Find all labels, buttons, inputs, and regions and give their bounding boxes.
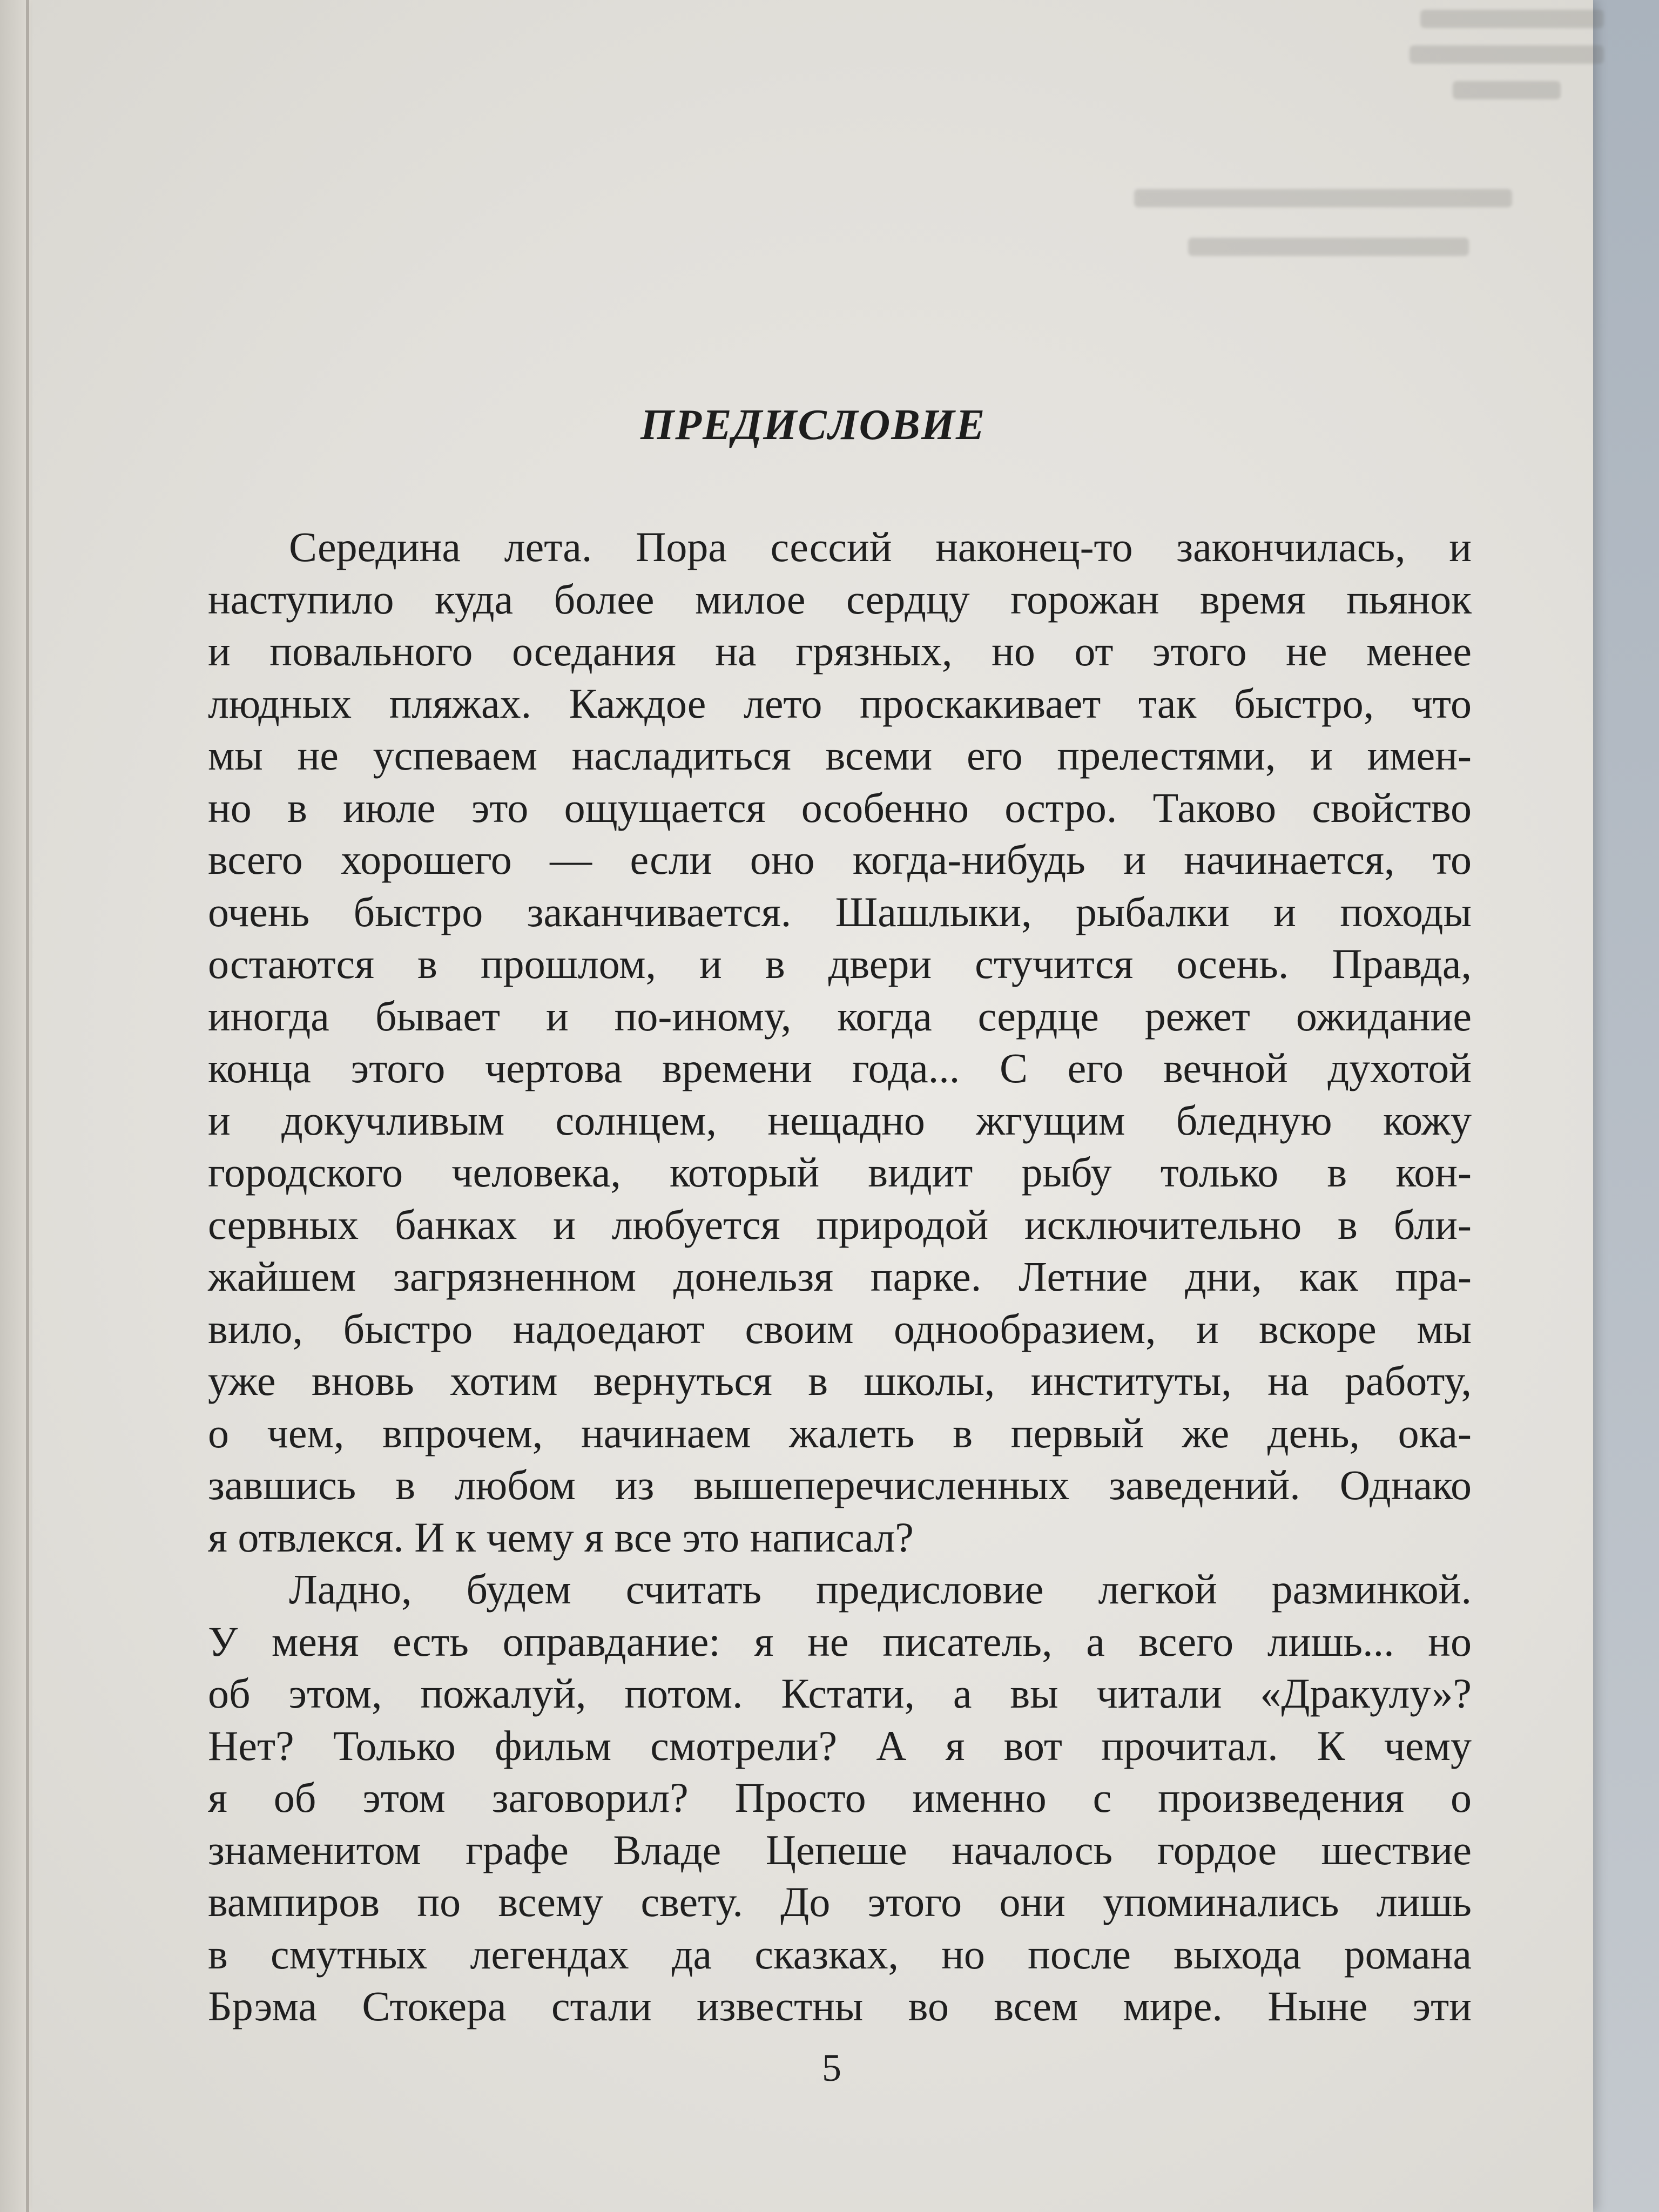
text-line: об этом, пожалуй, потом. Кстати, а вы читали «Дракулу»? [208,1670,1472,1717]
text-line: У меня есть оправдание: я не писатель, а всего лишь... но [208,1617,1472,1665]
text-line: в смутных легендах да сказках, но после выхода романа [208,1930,1472,1978]
text-line: жайшем загрязненном донельзя парке. Летние дни, как пра- [208,1253,1472,1300]
text-line: городского человека, который видит рыбу только в кон- [208,1149,1472,1196]
page-number: 5 [822,2046,841,2089]
page-title: ПРЕДИСЛОВИЕ [640,401,986,449]
text-line: и докучливым солнцем, нещадно жгущим бледную кожу [208,1096,1472,1144]
text-line: вампиров по всему свету. До этого они упоминались лишь [208,1878,1472,1925]
body-text [208,521,1472,2033]
text-line: Ладно, будем считать предисловие легкой разминкой. [289,1566,1472,1613]
text-line: Середина лета. Пора сессий наконец-то закончилась, и [289,523,1472,570]
book-page [32,0,1593,2212]
text-line: я об этом заговорил? Просто именно с произведения о [208,1774,1472,1821]
text-line: людных пляжах. Каждое лето проскакивает так быстро, что [208,679,1472,727]
text-line: всего хорошего — если оно когда-нибудь и начинается, то [208,836,1472,883]
text-line: о чем, впрочем, начинаем жалеть в первый же день, ока- [208,1409,1472,1456]
text-line: знаменитом графе Владе Цепеше началось гордое шествие [208,1826,1472,1873]
text-line: остаются в прошлом, и в двери стучится осень. Правда, [208,940,1472,987]
book-spine-shadow [26,0,29,2212]
text-line: уже вновь хотим вернуться в школы, институты, на работу, [208,1357,1472,1404]
text-line: иногда бывает и по-иному, когда сердце режет ожидание [208,992,1472,1040]
text-line: и повального оседания на грязных, но от этого не менее [208,628,1472,675]
text-line: мы не успеваем насладиться всеми его прелестями, и имен- [208,732,1472,779]
text-line: сервных банках и любуется природой исключительно в бли- [208,1201,1472,1248]
text-line: но в июле это ощущается особенно остро. Таково свойство [208,784,1472,831]
text-line: конца этого чертова времени года... С его вечной духотой [208,1044,1472,1091]
text-line: Нет? Только фильм смотрели? А я вот прочитал. К чему [208,1722,1472,1769]
text-line: я отвлекся. И к чему я все это написал? [208,1513,914,1561]
text-line: вило, быстро надоедают своим однообразием, и вскоре мы [208,1305,1472,1352]
text-line: очень быстро заканчивается. Шашлыки, рыбалки и походы [208,888,1472,935]
text-line: наступило куда более милое сердцу горожан время пьянок [208,575,1472,623]
text-line: Брэма Стокера стали известны во всем мире. Ныне эти [208,1982,1472,2029]
show-through-text [1129,0,1615,324]
text-line: завшись в любом из вышеперечисленных заведений. Однако [208,1461,1472,1508]
